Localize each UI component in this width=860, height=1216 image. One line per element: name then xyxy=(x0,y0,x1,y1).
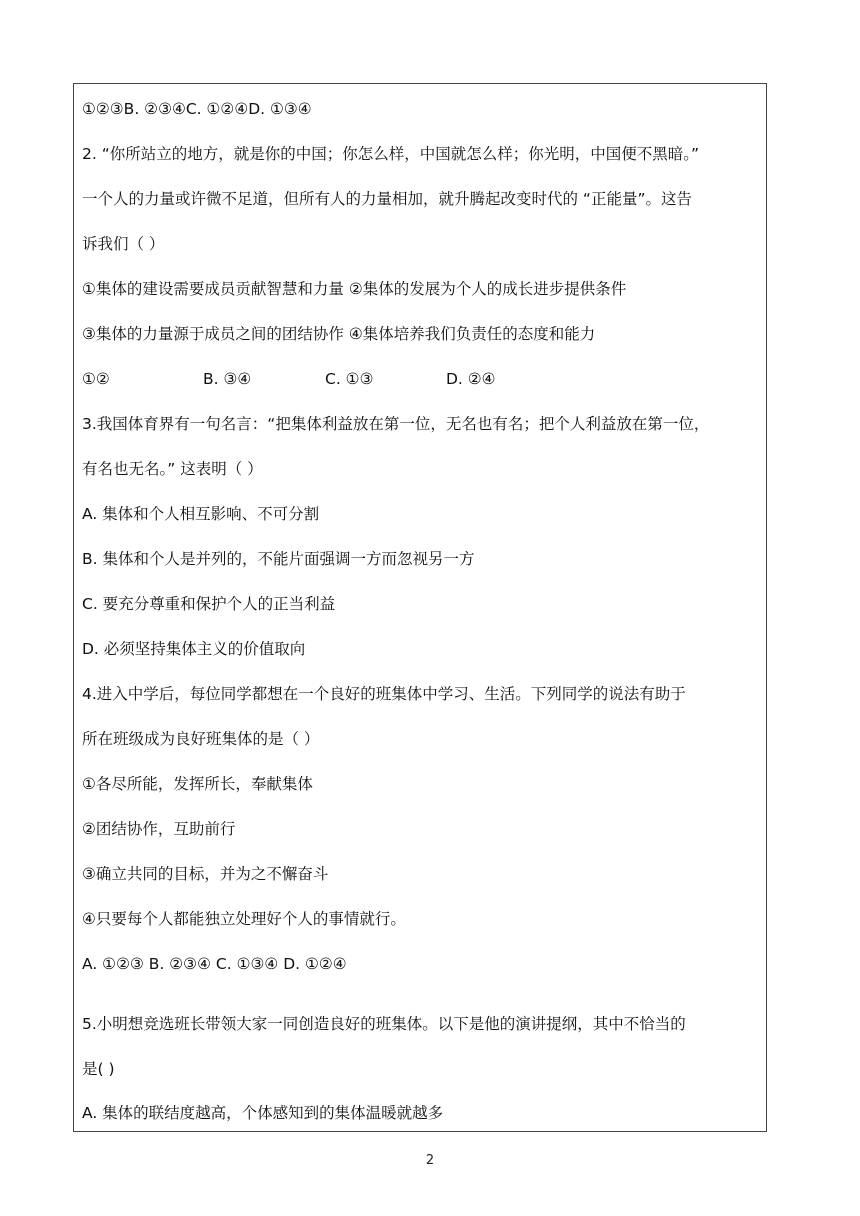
q1-options: ①②③B. ②③④C. ①②④D. ①③④ xyxy=(82,100,312,118)
q2-option-b: B. ③④ xyxy=(203,370,252,388)
q4-stem-line-2: 所在班级成为良好班集体的是（ ） xyxy=(82,730,320,748)
q4-options: A. ①②③ B. ②③④ C. ①③④ D. ①②④ xyxy=(82,955,347,973)
q3-option-d: D. 必须坚持集体主义的价值取向 xyxy=(82,640,306,658)
q4-stem-line-1: 4.进入中学后，每位同学都想在一个良好的班集体中学习、生活。下列同学的说法有助于 xyxy=(82,685,686,703)
q2-statement-3-4: ③集体的力量源于成员之间的团结协作 ④集体培养我们负责任的态度和能力 xyxy=(82,325,596,343)
q5-option-a: A. 集体的联结度越高，个体感知到的集体温暖就越多 xyxy=(82,1104,444,1122)
q2-options xyxy=(0,368,860,390)
q2-stem-line-3: 诉我们（ ） xyxy=(82,235,165,253)
q2-option-d: D. ②④ xyxy=(446,370,496,388)
q3-stem-line-1: 3.我国体育界有一句名言：“把集体利益放在第一位，无名也有名；把个人利益放在第一位， xyxy=(82,415,710,433)
q2-option-a: ①② xyxy=(82,370,110,388)
q4-statement-1: ①各尽所能，发挥所长，奉献集体 xyxy=(82,775,313,793)
page-number: 2 xyxy=(425,1153,435,1168)
q3-option-c: C. 要充分尊重和保护个人的正当利益 xyxy=(82,595,336,613)
q2-statement-1-2: ①集体的建设需要成员贡献智慧和力量 ②集体的发展为个人的成长进步提供条件 xyxy=(82,280,627,298)
q4-statement-2: ②团结协作，互助前行 xyxy=(82,820,236,838)
q5-stem-line-2: 是( ) xyxy=(82,1060,115,1078)
q3-option-a: A. 集体和个人相互影响、不可分割 xyxy=(82,505,320,523)
q5-stem-line-1: 5.小明想竞选班长带领大家一同创造良好的班集体。以下是他的演讲提纲，其中不恰当的 xyxy=(82,1015,686,1033)
q2-stem-line-2: 一个人的力量或许微不足道，但所有人的力量相加，就升腾起改变时代的 “正能量”。这告 xyxy=(82,190,692,208)
q2-option-c: C. ①③ xyxy=(325,370,374,388)
q3-stem-line-2: 有名也无名。” 这表明（ ） xyxy=(82,460,263,478)
q4-statement-4: ④只要每个人都能独立处理好个人的事情就行。 xyxy=(82,910,406,928)
q2-stem-line-1: 2. “你所站立的地方，就是你的中国；你怎么样，中国就怎么样；你光明，中国便不黑暗。” xyxy=(82,145,700,163)
q3-option-b: B. 集体和个人是并列的，不能片面强调一方而忽视另一方 xyxy=(82,550,475,568)
q4-statement-3: ③确立共同的目标，并为之不懈奋斗 xyxy=(82,865,329,883)
